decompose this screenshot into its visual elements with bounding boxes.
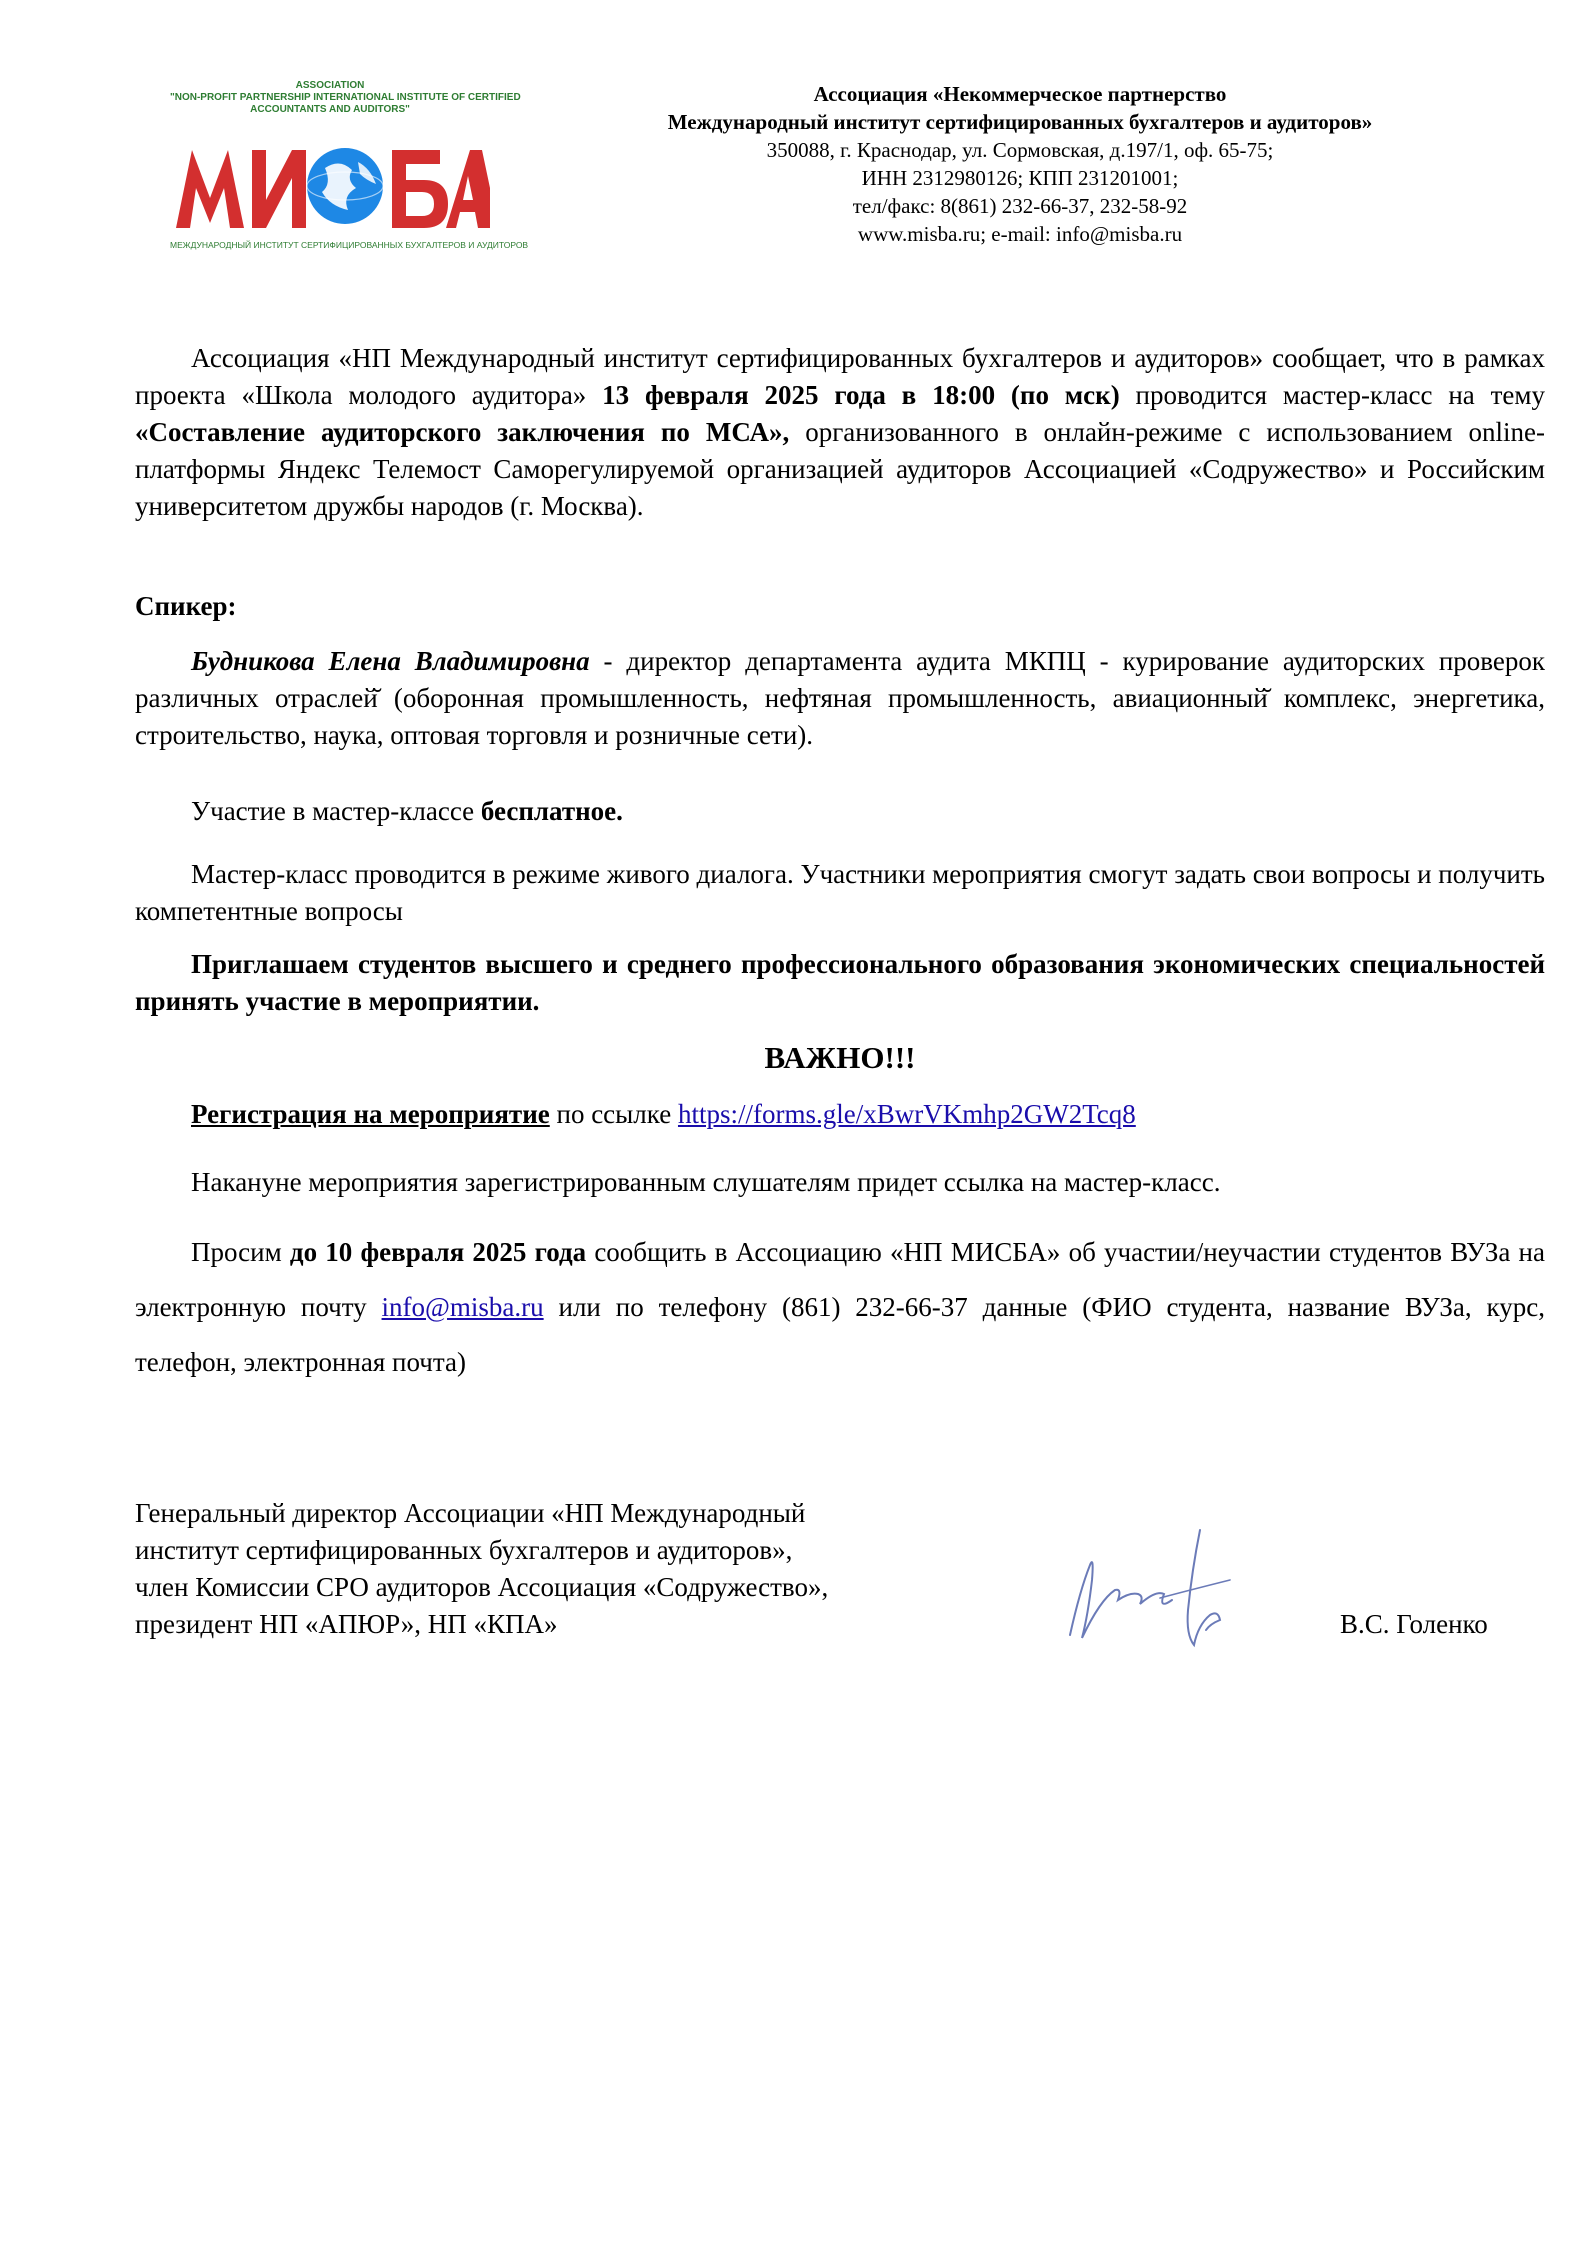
request-text-3: или по телефону (861) 232-66-37 данные (ФИО студента, название ВУЗа, курс, телефон, электронная почта)	[135, 1292, 1546, 1377]
logo-wordmark	[170, 128, 490, 238]
logo-top-line1: ASSOCIATION	[295, 80, 365, 91]
handwritten-signature	[1060, 1520, 1250, 1660]
speaker-paragraph	[135, 643, 1545, 754]
free-bold: бесплатное.	[480, 796, 623, 826]
invite-paragraph: Приглашаем студентов высшего и среднего профессионального образования экономических специальностей принять участие в мероприятии.	[135, 949, 1545, 1016]
registration-label: Регистрация на мероприятие	[191, 1099, 550, 1129]
free-text: Участие в мастер-классе	[191, 796, 481, 826]
org-address: 350088, г. Краснодар, ул. Сормовская, д.197/1, оф. 65-75;	[766, 138, 1274, 162]
registration-paragraph	[135, 1096, 1545, 1133]
org-web: www.misba.ru; e-mail: info@misba.ru	[857, 222, 1183, 246]
eve-paragraph: Накануне мероприятия зарегистрированным слушателям придет ссылка на мастер-класс.	[191, 1167, 1221, 1197]
org-inn: ИНН 2312980126; КПП 231201001;	[861, 166, 1179, 190]
logo-top-line3: ACCOUNTANTS AND AUDITORS"	[250, 104, 410, 115]
intro-text-2: проводится мастер-класс на тему	[1119, 380, 1545, 410]
request-deadline: до 10 февраля 2025 года	[289, 1237, 587, 1267]
signer-title-line3: член Комиссии СРО аудиторов Ассоциация «Содружество»,	[135, 1572, 829, 1602]
signer-title-line4: президент НП «АПЮР», НП «КПА»	[135, 1609, 558, 1639]
speaker-description: - директор департамента аудита МКПЦ - курирование аудиторских проверок различных отраслей̆ (оборонная промышленность, нефтяная промышленность, авиационный̆ комплекс, энергетика, строительство, наука, оптовая торговля и розничные сети).	[135, 646, 1545, 750]
request-text-2: сообщить в Ассоциацию «НП МИСБА» об участии/неучастии студентов ВУЗа на электронную почту	[135, 1237, 1545, 1322]
event-datetime: 13 февраля 2025 года в 18:00 (по мск)	[602, 380, 1120, 410]
org-name-line1: Ассоциация «Некоммерческое партнерство	[813, 82, 1227, 106]
misba-logo	[170, 80, 529, 265]
important-heading: ВАЖНО!!!	[764, 1040, 916, 1075]
org-header	[560, 80, 1480, 248]
format-paragraph: Мастер-класс проводится в режиме живого диалога. Участники мероприятия смогут задать свои вопросы и получить компетентные вопросы	[135, 859, 1545, 926]
request-text-1: Просим	[191, 1237, 290, 1267]
logo-bottom-text: МЕЖДУНАРОДНЫЙ ИНСТИТУТ СЕРТИФИЦИРОВАННЫХ БУХГАЛТЕРОВ И АУДИТОРОВ	[170, 240, 529, 250]
org-name-line2: Международный институт сертифицированных бухгалтеров и аудиторов»	[667, 110, 1373, 134]
intro-text-3: организованного в онлайн-режиме с использованием online-платформы Яндекс Телемост Саморегулируемой организацией аудиторов Ассоциацией «Содружество» и Российским университетом дружбы народов (г. Москва).	[135, 417, 1545, 521]
logo-top-text	[170, 80, 521, 116]
request-paragraph	[135, 1225, 1545, 1390]
event-topic: «Составление аудиторского заключения по МСА»,	[135, 417, 790, 447]
email-link[interactable]: info@misba.ru	[381, 1292, 544, 1322]
signer-title-line2: институт сертифицированных бухгалтеров и аудиторов»,	[135, 1535, 793, 1565]
signer-title-line1: Генеральный директор Ассоциации «НП Международный	[135, 1498, 806, 1528]
signer-name: В.С. Голенко	[1340, 1609, 1488, 1639]
intro-paragraph	[135, 340, 1545, 525]
intro-text-1: Ассоциация «НП Международный институт сертифицированных бухгалтеров и аудиторов» сообщает, что в рамках проекта «Школа молодого аудитора»	[135, 343, 1545, 410]
signature-block	[135, 1495, 1035, 1643]
speaker-name: Будникова Елена Владимировна	[191, 646, 590, 676]
free-paragraph	[135, 793, 1545, 830]
logo-top-line2: "NON-PROFIT PARTNERSHIP INTERNATIONAL INSTITUTE OF CERTIFIED	[170, 92, 521, 103]
registration-text: по ссылке	[549, 1099, 678, 1129]
registration-link[interactable]: https://forms.gle/xBwrVKmhp2GW2Tcq8	[677, 1099, 1136, 1129]
speaker-heading: Спикер:	[135, 591, 237, 621]
org-phone: тел/факс: 8(861) 232-66-37, 232-58-92	[852, 194, 1188, 218]
